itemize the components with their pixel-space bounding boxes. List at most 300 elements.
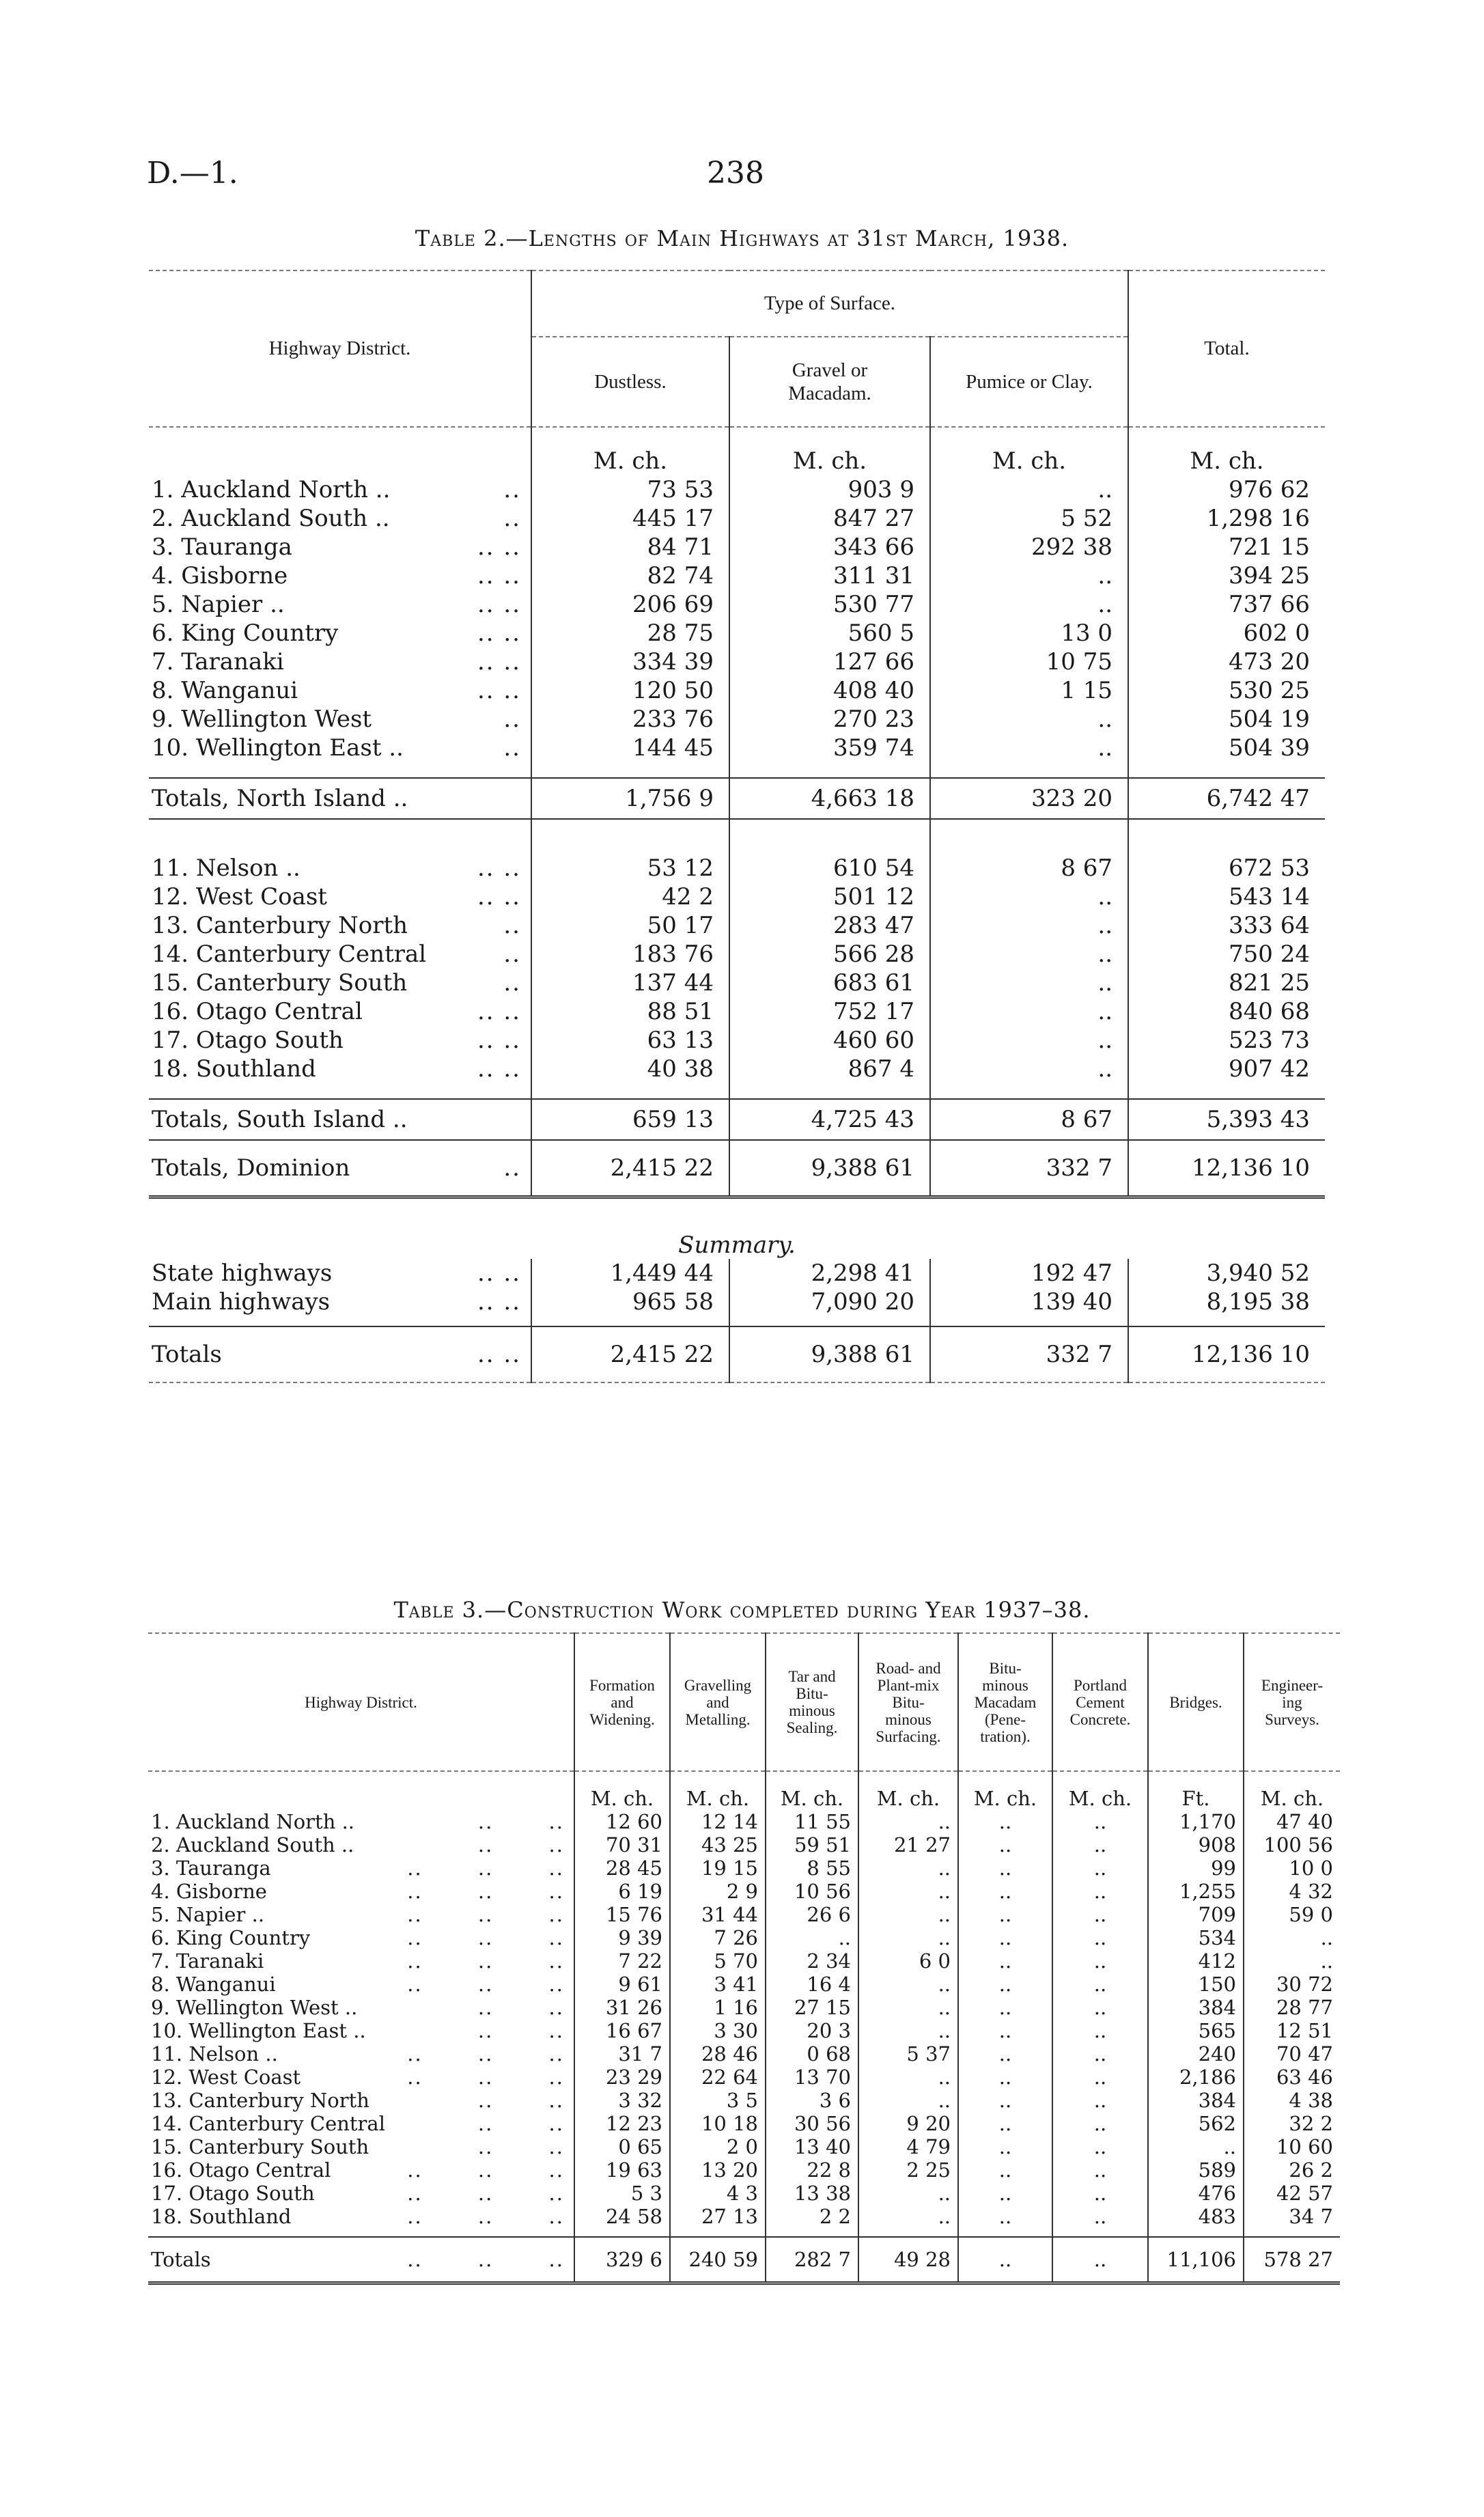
row-name: 18. Southland <box>151 2205 292 2228</box>
leader-dots: .. .. <box>477 1260 521 1287</box>
table-row <box>148 1949 1340 1973</box>
table-row <box>149 475 1325 504</box>
leader-dots: .. <box>503 706 521 733</box>
row-label-wrap <box>152 1288 531 1316</box>
cell-portland: .. <box>1052 2066 1148 2089</box>
spacer-cell <box>729 819 930 854</box>
units-empty <box>149 447 531 475</box>
cell-tar: 10 56 <box>766 1880 858 1903</box>
row-name: Totals, South Island .. <box>152 1106 408 1133</box>
cell-pumice: 13 0 <box>930 619 1128 648</box>
row-label-wrap <box>151 2135 574 2158</box>
cell-gravelling: 28 46 <box>670 2042 766 2066</box>
leader-dots: .. .. <box>477 1341 521 1368</box>
row-label-wrap <box>152 912 531 939</box>
cell-pumice: 139 40 <box>930 1288 1128 1316</box>
leader-dots: .. .. <box>477 677 521 704</box>
units-label: Ft. <box>1148 1787 1244 1810</box>
cell-portland: .. <box>1052 2205 1148 2228</box>
cell-tar: 59 51 <box>766 1833 858 1857</box>
row-label-wrap <box>152 854 531 882</box>
header-line: Engineer- <box>1261 1676 1324 1694</box>
cell-dustless: 659 13 <box>531 1099 729 1140</box>
leader-dots: .. .. .. <box>407 1880 564 1903</box>
spacer-cell <box>149 427 531 447</box>
cell-pumice: .. <box>930 705 1128 734</box>
table2-header-total: Total. <box>1128 270 1325 427</box>
row-label <box>148 2135 574 2158</box>
spacer-cell <box>1148 2228 1244 2237</box>
cell-pumice: .. <box>930 1026 1128 1055</box>
row-label <box>148 1810 574 1833</box>
spacer-row <box>149 819 1325 854</box>
cell-gravelling: 43 25 <box>670 1833 766 1857</box>
cell-total: 750 24 <box>1128 940 1325 969</box>
row-label <box>149 1259 531 1288</box>
row-label-wrap <box>152 1341 531 1368</box>
spacer-cell <box>531 1316 729 1326</box>
table-row <box>148 2158 1340 2182</box>
leader-dots: .. .. <box>477 1288 521 1316</box>
spacer-cell <box>766 2228 858 2237</box>
row-label-wrap <box>152 476 531 503</box>
spacer-cell <box>930 427 1128 447</box>
cell-formation: 15 76 <box>574 1903 670 1926</box>
row-label <box>148 2112 574 2135</box>
row-label <box>148 1949 574 1973</box>
cell-gravel: 7,090 20 <box>729 1288 930 1316</box>
cell-bitu-macadam: .. <box>958 1973 1052 1996</box>
spacer-cell <box>531 819 729 854</box>
cell-road-plant: .. <box>858 1996 958 2019</box>
leader-dots: .. <box>503 941 521 968</box>
cell-gravelling: 27 13 <box>670 2205 766 2228</box>
cell-bitu-macadam: .. <box>958 2205 1052 2228</box>
cell-dustless: 144 45 <box>632 734 714 762</box>
cell-bridges: 565 <box>1148 2019 1244 2042</box>
row-label-wrap <box>152 785 531 812</box>
cell-gravelling: 240 59 <box>670 2237 766 2283</box>
cell-gravel: 9,388 61 <box>729 1326 930 1382</box>
cell-road-plant: 21 27 <box>858 1833 958 1857</box>
cell-bitu-macadam: .. <box>958 1996 1052 2019</box>
row-label <box>149 1099 531 1140</box>
table-row <box>149 940 1325 969</box>
cell-total: 8,195 38 <box>1128 1288 1325 1316</box>
row-label <box>148 1833 574 1857</box>
header-line: Cement <box>1076 1693 1125 1711</box>
units-label: M. ch. <box>766 1787 858 1810</box>
leader-dots: .. .. .. <box>407 1973 564 1996</box>
leader-dots: .. <box>503 969 521 997</box>
table-row <box>149 619 1325 648</box>
row-label-wrap <box>151 1833 574 1857</box>
cell-dustless: 2,415 22 <box>531 1326 729 1382</box>
cell-engineering: .. <box>1320 1949 1333 1973</box>
spacer-cell <box>1244 1771 1340 1787</box>
cell-gravel: 847 27 <box>729 504 930 533</box>
spacer-row <box>149 1316 1325 1326</box>
leader-dots: .. .. <box>477 1055 521 1083</box>
spacer-cell <box>531 762 729 778</box>
spacer-cell <box>858 2228 958 2237</box>
row-label <box>148 2019 574 2042</box>
cell-pumice: 5 52 <box>930 504 1128 533</box>
table-row <box>148 1833 1340 1857</box>
cell-total: 523 73 <box>1128 1026 1325 1055</box>
cell-gravel: 683 61 <box>729 969 930 997</box>
units-label: M. ch. <box>574 1787 670 1810</box>
cell-road-plant: 4 79 <box>858 2135 958 2158</box>
leader-dots: .. .. <box>477 648 521 676</box>
row-label <box>149 1055 531 1083</box>
row-label-wrap <box>151 2089 574 2112</box>
cell-engineering: 42 57 <box>1276 2182 1333 2205</box>
row-label-wrap <box>151 2205 574 2228</box>
cell-dustless: 82 74 <box>647 562 714 589</box>
table-row <box>149 590 1325 619</box>
table2-header-district: Highway District. <box>149 270 531 427</box>
spacer-cell <box>729 427 930 447</box>
cell-bridges: 1,255 <box>1148 1880 1244 1903</box>
cell-formation: 31 7 <box>574 2042 670 2066</box>
row-name: 1. Auckland North .. <box>151 1810 355 1833</box>
cell-formation: 12 60 <box>574 1810 670 1833</box>
table-row <box>149 1026 1325 1055</box>
summary-total-row <box>149 1326 1325 1382</box>
row-label-wrap <box>152 734 531 762</box>
cell-gravel: 4,725 43 <box>729 1099 930 1140</box>
cell-engineering: 32 2 <box>1289 2112 1333 2135</box>
cell-portland: .. <box>1052 2089 1148 2112</box>
row-name: 5. Napier .. <box>151 1903 265 1926</box>
row-label <box>149 475 531 504</box>
cell-formation: 7 22 <box>574 1949 670 1973</box>
leader-dots: .. .. .. <box>407 1926 564 1949</box>
cell-bitu-macadam: .. <box>958 1833 1052 1857</box>
cell-formation: 6 19 <box>574 1880 670 1903</box>
cell-bridges: 384 <box>1148 2089 1244 2112</box>
spacer-cell <box>1244 2228 1340 2237</box>
row-label <box>149 940 531 969</box>
table-row <box>149 969 1325 997</box>
cell-portland: .. <box>1052 1926 1148 1949</box>
row-label <box>148 1880 574 1903</box>
leader-dots: .. .. .. <box>407 2158 564 2182</box>
table-row <box>149 1055 1325 1083</box>
row-name: 12. West Coast <box>151 2066 301 2089</box>
row-label-wrap <box>151 1926 574 1949</box>
cell-road-plant: .. <box>858 1857 958 1880</box>
row-name: 13. Canterbury North <box>152 912 408 939</box>
table2-header-gravel-line1: Gravel or <box>792 359 868 381</box>
table3-body <box>148 1633 1340 2283</box>
table3-header-formation <box>574 1633 670 1771</box>
header-line: Tar and <box>788 1668 836 1685</box>
table-row <box>148 1903 1340 1926</box>
spacer-cell <box>958 2228 1052 2237</box>
cell-road-plant: .. <box>858 2066 958 2089</box>
cell-pumice: 8 67 <box>930 854 1128 882</box>
cell-total: 602 0 <box>1128 619 1325 648</box>
row-label-wrap <box>152 706 531 733</box>
cell-engineering: 578 27 <box>1244 2237 1340 2283</box>
cell-engineering: 34 7 <box>1289 2205 1333 2228</box>
table2-header-dustless: Dustless. <box>531 337 729 427</box>
cell-formation: 70 31 <box>574 1833 670 1857</box>
cell-gravel: 343 66 <box>729 533 930 561</box>
table3-header-engineering <box>1244 1633 1340 1771</box>
cell-tar: 13 70 <box>766 2066 858 2089</box>
leader-dots: .. <box>503 912 521 939</box>
cell-bridges: 150 <box>1148 1973 1244 1996</box>
table-row <box>149 533 1325 561</box>
cell-engineering: 10 60 <box>1276 2135 1333 2158</box>
cell-formation: 24 58 <box>574 2205 670 2228</box>
row-label <box>149 734 531 762</box>
units-row <box>149 447 1325 475</box>
cell-dustless: 40 38 <box>647 1055 714 1083</box>
cell-gravelling: 7 26 <box>670 1926 766 1949</box>
spacer-cell <box>1052 2228 1148 2237</box>
row-label-wrap <box>151 2066 574 2089</box>
cell-bridges: .. <box>1148 2135 1244 2158</box>
cell-bridges: 412 <box>1148 1949 1244 1973</box>
cell-tar: 16 4 <box>766 1973 858 1996</box>
table-row <box>148 2089 1340 2112</box>
header-line: Bitu- <box>796 1685 828 1702</box>
row-label-wrap <box>152 941 531 968</box>
row-label-wrap <box>151 2019 574 2042</box>
row-name: 12. West Coast <box>152 883 327 910</box>
cell-gravel: 127 66 <box>729 648 930 676</box>
cell-gravel: 610 54 <box>729 854 930 882</box>
cell-gravelling: 3 5 <box>670 2089 766 2112</box>
row-name: 17. Otago South <box>152 1027 344 1054</box>
header-line: (Pene- <box>984 1710 1026 1728</box>
row-label-wrap <box>152 1055 531 1083</box>
cell-tar: 3 6 <box>766 2089 858 2112</box>
cell-road-plant: .. <box>858 1810 958 1833</box>
cell-engineering: 10 0 <box>1289 1857 1333 1880</box>
spacer-cell <box>1128 762 1325 778</box>
cell-gravelling: 12 14 <box>670 1810 766 1833</box>
row-label <box>149 1026 531 1055</box>
spacer-cell <box>729 1083 930 1099</box>
cell-tar: .. <box>766 1926 858 1949</box>
cell-gravelling: 5 70 <box>670 1949 766 1973</box>
row-label-wrap <box>151 1996 574 2019</box>
cell-total: 3,940 52 <box>1128 1259 1325 1288</box>
cell-road-plant: 2 25 <box>858 2158 958 2182</box>
cell-engineering: 100 56 <box>1263 1833 1333 1857</box>
leader-dots: .. <box>503 476 521 503</box>
cell-road-plant: .. <box>858 2205 958 2228</box>
cell-bitu-macadam: .. <box>958 1949 1052 1973</box>
row-name: 4. Gisborne <box>151 1880 267 1903</box>
cell-gravel: 752 17 <box>729 997 930 1026</box>
table-row <box>148 1926 1340 1949</box>
table2-header-gravel <box>729 337 930 427</box>
units-label: M. ch. <box>930 447 1128 475</box>
cell-total: 504 19 <box>1128 705 1325 734</box>
cell-dustless: 53 12 <box>647 854 714 882</box>
leader-dots: .. .. <box>477 998 521 1025</box>
cell-bitu-macadam: .. <box>958 2019 1052 2042</box>
row-label-wrap <box>151 2112 574 2135</box>
cell-total: 840 68 <box>1128 997 1325 1026</box>
leader-dots: .. .. <box>477 2112 564 2135</box>
cell-pumice: 292 38 <box>930 533 1128 561</box>
table-row <box>149 882 1325 911</box>
table-row <box>148 2205 1340 2228</box>
cell-road-plant: 6 0 <box>858 1949 958 1973</box>
row-name: 11. Nelson .. <box>152 854 300 882</box>
spacer-cell <box>149 819 531 854</box>
row-label-wrap <box>151 1903 574 1926</box>
row-label <box>149 648 531 676</box>
spacer-cell <box>148 2228 574 2237</box>
table-row <box>149 911 1325 940</box>
row-label <box>149 504 531 533</box>
leader-dots: .. .. <box>477 562 521 589</box>
cell-dustless: 42 2 <box>662 883 714 910</box>
cell-gravel: 408 40 <box>729 676 930 705</box>
units-label: M. ch. <box>670 1787 766 1810</box>
cell-tar: 13 40 <box>766 2135 858 2158</box>
spacer-cell <box>1128 1083 1325 1099</box>
row-label <box>149 561 531 590</box>
cell-tar: 20 3 <box>766 2019 858 2042</box>
cell-bitu-macadam: .. <box>958 2237 1052 2283</box>
row-label-wrap <box>152 562 531 589</box>
cell-formation: 9 61 <box>574 1973 670 1996</box>
row-label-wrap <box>152 1154 531 1182</box>
cell-pumice: 323 20 <box>930 778 1128 819</box>
cell-gravel: 903 9 <box>729 475 930 504</box>
header-line: Surfacing. <box>876 1727 941 1745</box>
table-row <box>148 1857 1340 1880</box>
cell-dustless: 965 58 <box>632 1288 714 1316</box>
spacer-cell <box>149 762 531 778</box>
cell-portland: .. <box>1052 1857 1148 1880</box>
row-label <box>149 590 531 619</box>
leader-dots: .. .. <box>477 1810 564 1833</box>
header-line: ing <box>1282 1693 1302 1711</box>
cell-pumice: .. <box>930 997 1128 1026</box>
totals-row <box>148 2237 1340 2283</box>
cell-formation: 23 29 <box>574 2066 670 2089</box>
leader-dots: .. .. <box>477 620 521 647</box>
table3-header-bridges: Bridges. <box>1148 1633 1244 1771</box>
cell-bitu-macadam: .. <box>958 2042 1052 2066</box>
row-name: 6. King Country <box>151 1926 311 1949</box>
cell-road-plant: .. <box>858 1926 958 1949</box>
table3-header-district: Highway District. <box>148 1633 574 1771</box>
spacer-cell <box>1128 1316 1325 1326</box>
cell-gravel: 311 31 <box>729 561 930 590</box>
cell-tar: 27 15 <box>766 1996 858 2019</box>
leader-dots: .. .. <box>477 1027 521 1054</box>
spacer-row <box>149 1083 1325 1099</box>
cell-bitu-macadam: .. <box>958 2066 1052 2089</box>
row-label-wrap <box>152 620 531 647</box>
row-name: 14. Canterbury Central <box>152 941 427 968</box>
cell-tar: 2 34 <box>766 1949 858 1973</box>
row-label <box>148 1903 574 1926</box>
row-name: Totals, Dominion <box>152 1154 350 1182</box>
table2-title: Table 2.—Lengths of Main Highways at 31st March, 1938. <box>415 225 1069 251</box>
header-line: tration). <box>980 1727 1031 1745</box>
spacer-cell <box>531 427 729 447</box>
header-line: Formation <box>589 1676 655 1694</box>
cell-formation: 12 23 <box>574 2112 670 2135</box>
row-name: 10. Wellington East .. <box>152 734 404 762</box>
table-row <box>149 1259 1325 1288</box>
north-island-total-row <box>149 778 1325 819</box>
leader-dots: .. .. <box>477 2019 564 2042</box>
cell-formation: 31 26 <box>574 1996 670 2019</box>
cell-engineering: 4 32 <box>1289 1880 1333 1903</box>
table2-header-pumice: Pumice or Clay. <box>930 337 1128 427</box>
row-name: 14. Canterbury Central <box>151 2112 385 2135</box>
table3-header-road-plant <box>858 1633 958 1771</box>
leader-dots: .. .. .. <box>407 2248 564 2271</box>
leader-dots: .. .. <box>477 1996 564 2019</box>
header-line: Portland <box>1074 1676 1127 1694</box>
cell-pumice: 1 15 <box>930 676 1128 705</box>
row-name: Totals, North Island .. <box>152 785 408 812</box>
cell-engineering: 70 47 <box>1276 2042 1333 2066</box>
row-label-wrap <box>152 969 531 997</box>
cell-gravelling: 10 18 <box>670 2112 766 2135</box>
row-label <box>149 533 531 561</box>
row-name: 4. Gisborne <box>152 562 288 589</box>
cell-total: 721 15 <box>1128 533 1325 561</box>
cell-pumice: .. <box>930 475 1128 504</box>
cell-gravel: 867 4 <box>729 1055 930 1083</box>
table-row <box>148 2182 1340 2205</box>
table3-title: Table 3.—Construction Work completed during Year 1937–38. <box>393 1597 1091 1623</box>
cell-engineering: 30 72 <box>1276 1973 1333 1996</box>
cell-bridges: 240 <box>1148 2042 1244 2066</box>
cell-portland: .. <box>1052 1833 1148 1857</box>
row-label <box>148 2182 574 2205</box>
row-name: Totals <box>152 1341 222 1368</box>
leader-dots: .. .. <box>477 1833 564 1857</box>
cell-tar: 2 2 <box>766 2205 858 2228</box>
units-label: M. ch. <box>729 447 930 475</box>
row-label <box>148 2205 574 2228</box>
spacer-row <box>149 427 1325 447</box>
spacer-cell <box>149 1083 531 1099</box>
cell-bitu-macadam: .. <box>958 1926 1052 1949</box>
summary-title-row <box>149 1197 1325 1260</box>
row-label-wrap <box>152 505 531 532</box>
cell-tar: 26 6 <box>766 1903 858 1926</box>
south-island-total-row <box>149 1099 1325 1140</box>
row-label <box>149 676 531 705</box>
cell-total: 6,742 47 <box>1128 778 1325 819</box>
cell-portland: .. <box>1052 2182 1148 2205</box>
spacer-cell <box>766 1771 858 1787</box>
cell-pumice: .. <box>930 561 1128 590</box>
cell-gravelling: 2 0 <box>670 2135 766 2158</box>
row-name: 3. Tauranga <box>152 533 292 561</box>
cell-pumice: .. <box>930 882 1128 911</box>
cell-dustless: 233 76 <box>632 706 714 733</box>
table2-header-type-of-surface: Type of Surface. <box>531 270 1128 337</box>
